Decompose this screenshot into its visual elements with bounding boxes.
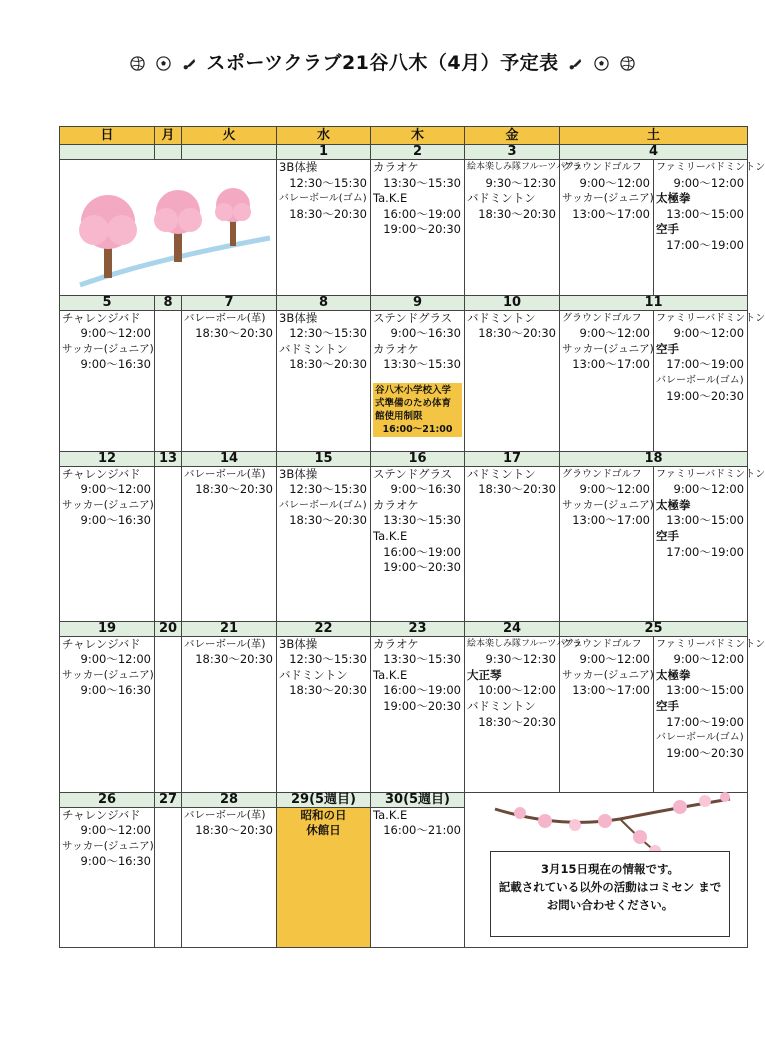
cell-apr20	[155, 636, 182, 792]
week3-dates	[60, 451, 748, 466]
cell-apr17: バドミントン 18:30～20:30	[465, 466, 560, 621]
gym-restriction-notice: 谷八木小学校入学式準備のため体育館使用制限 16:00～21:00	[373, 383, 462, 437]
date-16: 16	[371, 451, 465, 466]
cell-apr30: Ta.K.E 16:00～21:00	[371, 807, 465, 947]
week1	[60, 160, 748, 296]
cell-apr21: バレーボール(革) 18:30～20:30	[182, 636, 277, 792]
cell-apr9: ステンドグラス 9:00～16:30 カラオケ 13:30～15:30 谷八木小学校入学式準備のため体育館使用制限 16:00～21:00	[371, 310, 465, 451]
page-title	[0, 48, 765, 75]
week2-dates	[60, 295, 748, 310]
date-22: 22	[277, 621, 371, 636]
cell-apr28: バレーボール(革) 18:30～20:30	[182, 807, 277, 947]
date-1: 1	[277, 145, 371, 160]
week4	[60, 636, 748, 792]
cell-apr8: 3B体操 12:30～15:30 バドミントン 18:30～20:30	[277, 310, 371, 451]
date-4: 4	[560, 145, 748, 160]
date-7: 7	[182, 295, 277, 310]
cell-apr4-a: グラウンドゴルフ 9:00～12:00 サッカー(ジュニア) 13:00～17:00	[560, 160, 654, 296]
week3	[60, 466, 748, 621]
cell-apr2: カラオケ 13:30～15:30 Ta.K.E 16:00～19:00 19:00～20:30	[371, 160, 465, 296]
cell-apr25-b: ファミリーバドミントン 9:00～12:00 太極拳 13:00～15:00 空手 17:00～19:00 バレーボール(ゴム) 19:00～20:30	[654, 636, 748, 792]
date-10: 10	[465, 295, 560, 310]
cell-apr19: チャレンジバド 9:00～12:00 サッカー(ジュニア) 9:00～16:30	[60, 636, 155, 792]
cell-apr11-b: ファミリーバドミントン 9:00～12:00 空手 17:00～19:00 バレーボール(ゴム) 19:00～20:30	[654, 310, 748, 451]
week1-dates	[60, 145, 748, 160]
cell-apr3: 絵本楽しみ隊フルーツパフェ 9:30～12:30 バドミントン 18:30～20:30	[465, 160, 560, 296]
date-29: 29(5週目)	[277, 792, 371, 807]
shuttlecock-icon-right	[568, 56, 583, 71]
week4-dates	[60, 621, 748, 636]
date-8: 8	[277, 295, 371, 310]
date-21: 21	[182, 621, 277, 636]
date-23: 23	[371, 621, 465, 636]
volleyball-icon	[130, 56, 145, 71]
date-18: 18	[560, 451, 748, 466]
cell-apr22: 3B体操 12:30～15:30 バドミントン 18:30～20:30	[277, 636, 371, 792]
soccer-ball-icon-right	[594, 56, 609, 71]
header-sun: 日	[60, 127, 155, 145]
cell-apr27	[155, 807, 182, 947]
cell-apr11-a: グラウンドゴルフ 9:00～12:00 サッカー(ジュニア) 13:00～17:00	[560, 310, 654, 451]
title-text: スポーツクラブ21谷八木（4月）予定表	[206, 52, 559, 74]
date-14: 14	[182, 451, 277, 466]
cell-apr7: バレーボール(革) 18:30～20:30	[182, 310, 277, 451]
cell-apr10: バドミントン 18:30～20:30	[465, 310, 560, 451]
date-27: 27	[155, 792, 182, 807]
date-28: 28	[182, 792, 277, 807]
date-25: 25	[560, 621, 748, 636]
date-24: 24	[465, 621, 560, 636]
cell-apr18-a: グラウンドゴルフ 9:00～12:00 サッカー(ジュニア) 13:00～17:00	[560, 466, 654, 621]
cell-apr24: 絵本楽しみ隊フルーツパフェ 9:30～12:30 大正琴 10:00～12:00 バドミントン 18:30～20:30	[465, 636, 560, 792]
cell-apr12: チャレンジバド 9:00～12:00 サッカー(ジュニア) 9:00～16:30	[60, 466, 155, 621]
cell-apr15: 3B体操 12:30～15:30 バレーボール(ゴム) 18:30～20:30	[277, 466, 371, 621]
cell-apr6	[155, 310, 182, 451]
soccer-ball-icon	[156, 56, 171, 71]
date-2: 2	[371, 145, 465, 160]
cell-apr25-a: グラウンドゴルフ 9:00～12:00 サッカー(ジュニア) 13:00～17:00	[560, 636, 654, 792]
cell-apr18-b: ファミリーバドミントン 9:00～12:00 太極拳 13:00～15:00 空手 17:00～19:00	[654, 466, 748, 621]
schedule-calendar	[59, 126, 765, 948]
header-wed: 水	[277, 127, 371, 145]
date-20: 20	[155, 621, 182, 636]
cell-apr5: チャレンジバド 9:00～12:00 サッカー(ジュニア) 9:00～16:30	[60, 310, 155, 451]
cell-apr23: カラオケ 13:30～15:30 Ta.K.E 16:00～19:00 19:00～20:30	[371, 636, 465, 792]
date-17: 17	[465, 451, 560, 466]
cell-apr1: 3B体操 12:30～15:30 バレーボール(ゴム) 18:30～20:30	[277, 160, 371, 296]
date-19: 19	[60, 621, 155, 636]
date-3: 3	[465, 145, 560, 160]
date-5: 5	[60, 295, 155, 310]
cell-apr4-b: ファミリーバドミントン 9:00～12:00 太極拳 13:00～15:00 空手 17:00～19:00	[654, 160, 748, 296]
date-13: 13	[155, 451, 182, 466]
header-sat: 土	[560, 127, 748, 145]
header-mon: 月	[155, 127, 182, 145]
header-fri: 金	[465, 127, 560, 145]
cell-apr26: チャレンジバド 9:00～12:00 サッカー(ジュニア) 9:00～16:30	[60, 807, 155, 947]
date-12: 12	[60, 451, 155, 466]
weekday-header	[60, 127, 748, 145]
date-11: 11	[560, 295, 748, 310]
header-tue: 火	[182, 127, 277, 145]
cherry-tree-illustration	[60, 160, 277, 296]
week2	[60, 310, 748, 451]
cell-apr14: バレーボール(革) 18:30～20:30	[182, 466, 277, 621]
date-30: 30(5週目)	[371, 792, 465, 807]
info-notice-box: 3月15日現在の情報です。 記載されている以外の活動はコミセン まで お問い合わせください。	[490, 851, 730, 937]
date-26: 26	[60, 792, 155, 807]
shuttlecock-icon	[182, 56, 197, 71]
header-thu: 木	[371, 127, 465, 145]
cherry-blossom-trees-image	[60, 160, 274, 290]
date-6: 8	[155, 295, 182, 310]
volleyball-icon-right	[620, 56, 635, 71]
cell-apr16: ステンドグラス 9:00～16:30 カラオケ 13:30～15:30 Ta.K.E 16:00～19:00 19:00～20:30	[371, 466, 465, 621]
cell-apr13	[155, 466, 182, 621]
cherry-branch-image	[490, 789, 740, 859]
date-9: 9	[371, 295, 465, 310]
cell-apr29-holiday: 昭和の日 休館日	[277, 807, 371, 947]
date-15: 15	[277, 451, 371, 466]
